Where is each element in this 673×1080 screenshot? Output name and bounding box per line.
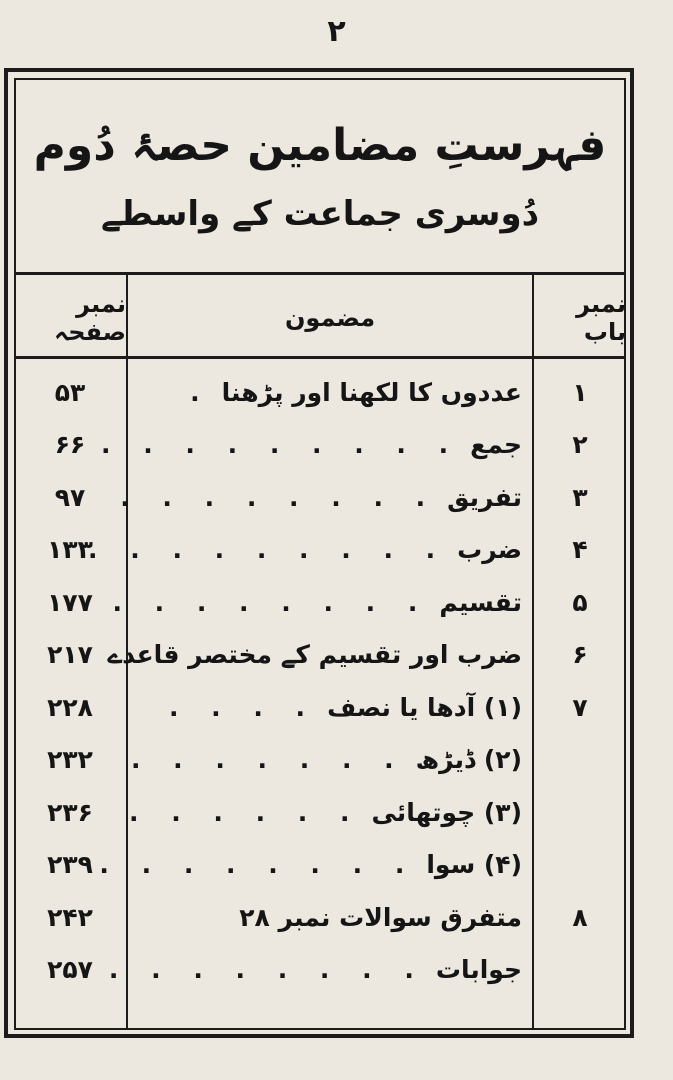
table-row bbox=[14, 425, 626, 465]
page-title: فہرستِ مضامین حصۂ دُوم bbox=[33, 120, 607, 171]
page-number: ۲ bbox=[327, 14, 346, 49]
table-row bbox=[14, 530, 626, 570]
leader-dots: . . . . . . . . bbox=[120, 482, 438, 512]
leader-dots: . bbox=[190, 377, 212, 407]
subject-title: متفرق سوالات نمبر ۲۸ bbox=[239, 902, 522, 932]
page-subtitle: دُوسری جماعت کے واسطے bbox=[100, 194, 540, 234]
subject-title: (۱) آدھا یا نصف bbox=[327, 692, 522, 722]
page-number-cell: ۱۷۷ bbox=[47, 587, 93, 617]
subject-cell bbox=[112, 582, 534, 622]
page-number-cell: ۲۳۶ bbox=[47, 797, 93, 827]
subject-title: جوابات bbox=[435, 955, 522, 984]
subject-title: ضرب bbox=[457, 535, 522, 564]
chapter-number bbox=[534, 792, 626, 832]
table-row bbox=[14, 845, 626, 885]
table-row bbox=[14, 477, 626, 517]
page-number-cell: ۱۳۳ bbox=[47, 535, 93, 564]
chapter-number: ۱ bbox=[572, 377, 588, 407]
column-header-chapter: نمبر باب bbox=[576, 290, 626, 346]
leader-dots: . . . . bbox=[168, 692, 318, 722]
subject-cell bbox=[88, 530, 534, 570]
table-row bbox=[14, 687, 626, 727]
subject-title: تقسیم bbox=[439, 587, 522, 617]
subject-title: (۲) ڈیڑھ bbox=[415, 745, 522, 774]
leader-dots: . . . . . . . . . bbox=[88, 535, 448, 564]
leader-dots: . . . . . . . . bbox=[112, 587, 430, 617]
chapter-number: ۳ bbox=[572, 482, 588, 512]
subject-cell bbox=[126, 372, 534, 412]
column-header-page: نمبر صفحہ bbox=[54, 290, 126, 346]
subject-cell bbox=[108, 950, 534, 990]
leader-dots: . . . . . . . . bbox=[108, 955, 426, 984]
page-number-cell: ۲۵۷ bbox=[47, 955, 93, 984]
leader-dots: . . . . . . bbox=[129, 797, 362, 827]
page-number-cell: ۵۳ bbox=[54, 377, 86, 407]
table-row bbox=[14, 897, 626, 937]
table-row bbox=[14, 635, 626, 675]
page-number-cell: ۲۲۸ bbox=[47, 692, 93, 722]
subject-cell bbox=[120, 477, 534, 517]
table-row bbox=[14, 582, 626, 622]
chapter-number: ۶ bbox=[572, 640, 588, 669]
chapter-number: ۲ bbox=[572, 430, 588, 459]
chapter-number: ۸ bbox=[572, 902, 588, 932]
chapter-number: ۵ bbox=[572, 587, 588, 617]
subject-cell bbox=[126, 740, 534, 780]
header-divider bbox=[14, 356, 626, 359]
column-header-subject: مضمون bbox=[284, 304, 376, 332]
subject-title: (۴) سوا bbox=[426, 850, 522, 879]
page-number-cell: ۹۷ bbox=[54, 482, 86, 512]
chapter-number: ۴ bbox=[572, 535, 588, 564]
chapter-number bbox=[534, 740, 626, 780]
chapter-number bbox=[534, 950, 626, 990]
subject-cell bbox=[126, 897, 534, 937]
leader-dots: . . . . . . . . . bbox=[101, 430, 461, 459]
subject-title: عددوں کا لکھنا اور پڑھنا bbox=[221, 377, 522, 407]
leader-dots: . . . . . . . . bbox=[99, 850, 417, 879]
title-divider bbox=[14, 272, 626, 275]
page-number-cell: ۶۶ bbox=[54, 430, 86, 459]
subject-title: تفریق bbox=[447, 482, 522, 512]
subject-cell bbox=[126, 792, 534, 832]
title-block bbox=[14, 80, 626, 272]
subject-title: جمع bbox=[470, 430, 522, 459]
page-number-cell: ۲۴۲ bbox=[47, 902, 93, 932]
subject-cell bbox=[101, 425, 534, 465]
table-row bbox=[14, 740, 626, 780]
chapter-number bbox=[534, 845, 626, 885]
page-number-cell: ۲۳۲ bbox=[47, 745, 93, 774]
subject-title: ضرب اور تقسیم کے مختصر قاعدے bbox=[107, 640, 522, 669]
subject-title: (۳) چوتھائی bbox=[371, 797, 522, 827]
table-row bbox=[14, 792, 626, 832]
table-row bbox=[14, 950, 626, 990]
subject-cell bbox=[99, 845, 534, 885]
table-row bbox=[14, 372, 626, 412]
page-number-cell: ۲۱۷ bbox=[47, 640, 93, 669]
subject-cell bbox=[107, 635, 534, 675]
leader-dots: . . . . . . . bbox=[130, 745, 406, 774]
subject-cell bbox=[126, 687, 534, 727]
page-number-cell: ۲۳۹ bbox=[47, 850, 93, 879]
chapter-number: ۷ bbox=[572, 692, 588, 722]
